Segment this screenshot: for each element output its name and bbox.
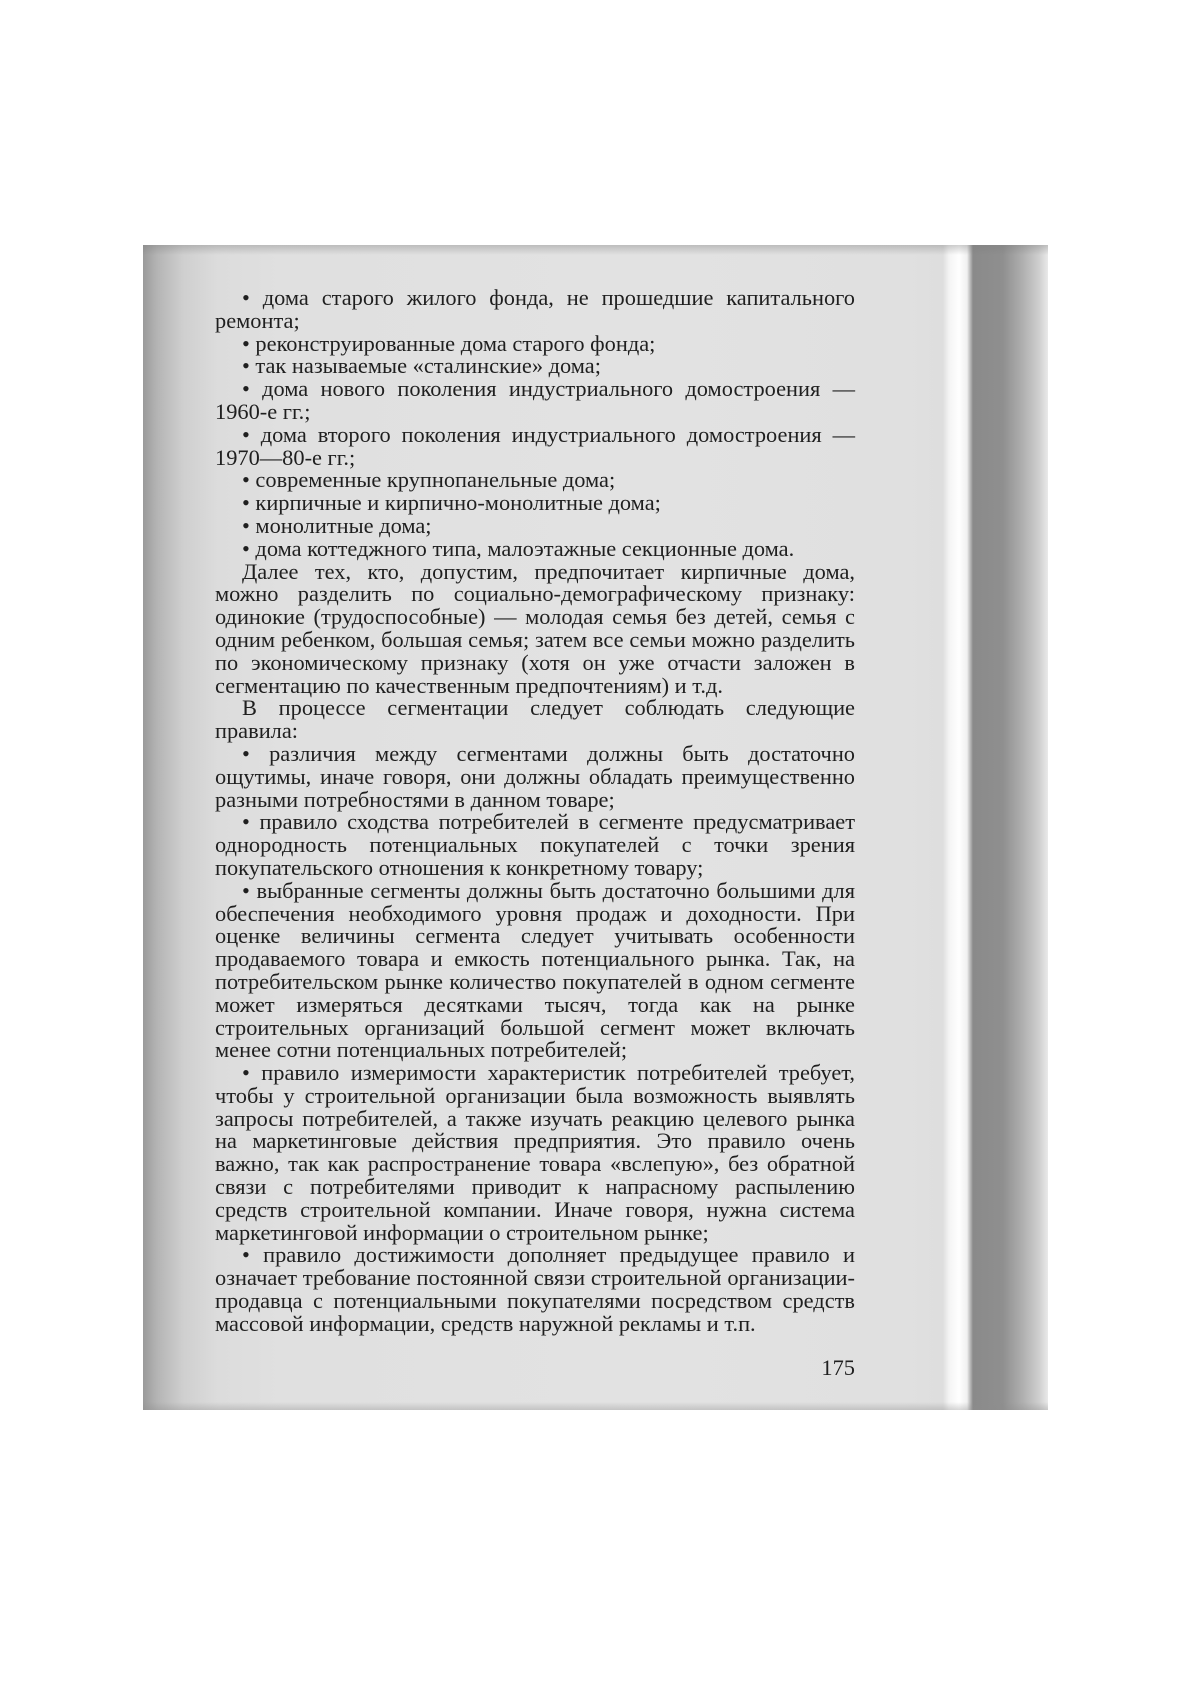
page-text-block (215, 287, 855, 1336)
scan-bottom-shadow (143, 1402, 1048, 1410)
paragraph-rules-intro: В процессе сегментации следует соблюдать следующие правила: (215, 695, 855, 744)
bullet-monolithic: • монолитные дома; (242, 512, 432, 538)
bullet-old-housing: • дома старого жилого фонда, не прошедшие капитального ремонта; (215, 285, 855, 333)
bullet-rule-measurability: • правило измеримости характеристик потребителей требует, чтобы у строительной организации была возможность выявлять запросы потребителей, а также изучать реакцию целевого рынка на маркетинговые действия предприятия. Это правило очень важно, так как распространение товара «вслепую», без обратной связи с потребителями приводит к напрасному распылению средств строительной компании. Иначе говоря, нужна система маркетинговой информации о строительном рынке; (215, 1060, 855, 1245)
bullet-rule-reachability: • правило достижимости дополняет предыдущее правило и означает требование постоянной связи строительной организации-продавца с потенциальными покупателями посредством средств массовой информации, средств наружной рекламы и т.п. (215, 1242, 855, 1336)
bullet-brick: • кирпичные и кирпично-монолитные дома; (242, 490, 661, 516)
page-number: 175 (821, 1355, 855, 1380)
bullet-rule-similarity: • правило сходства потребителей в сегменте предусматривает однородность потенциальных покупателей с точки зрения покупательского отношения к конкретному товару; (215, 809, 855, 880)
bullet-1960s: • дома нового поколения индустриального домостроения — 1960-е гг.; (215, 376, 855, 424)
bullet-cottage: • дома коттеджного типа, малоэтажные секционные дома. (242, 535, 795, 561)
paragraph-segmentation-example: Далее тех, кто, допустим, предпочитает кирпичные дома, можно разделить по социально-демографическому признаку: одинокие (трудоспособные) — молодая семья без детей, семья с одним ребенком, большая семья; затем все семьи можно разделить по экономическому признаку (хотя он уже отчасти заложен в сегментацию по качественным предпочтениям) и т.д. (215, 558, 855, 698)
scan-top-shadow (143, 245, 1048, 255)
bullet-rule-size: • выбранные сегменты должны быть достаточно большими для обеспечения необходимого уровня продаж и доходности. При оценке величины сегмента следует учитывать особенности продаваемого товара и емкость потенциального рынка. Так, на потребительском рынке количество покупателей в одном сегменте может измеряться десятками тысяч, тогда как на рынке строительных организаций большой сегмент может включать менее сотни потенциальных потребителей; (215, 877, 855, 1063)
bullet-rule-differences: • различия между сегментами должны быть достаточно ощутимы, иначе говоря, они должны обладать преимущественно разными потребностями в данном товаре; (215, 740, 855, 812)
bullet-large-panel: • современные крупнопанельные дома; (242, 467, 616, 493)
bullet-reconstructed: • реконструированные дома старого фонда; (242, 330, 656, 356)
bullet-stalin-houses: • так называемые «сталинские» дома; (242, 353, 601, 379)
scanned-page (143, 245, 1048, 1410)
bullet-1970s-80s: • дома второго поколения индустриального домостроения — 1970—80-е гг.; (215, 421, 855, 470)
